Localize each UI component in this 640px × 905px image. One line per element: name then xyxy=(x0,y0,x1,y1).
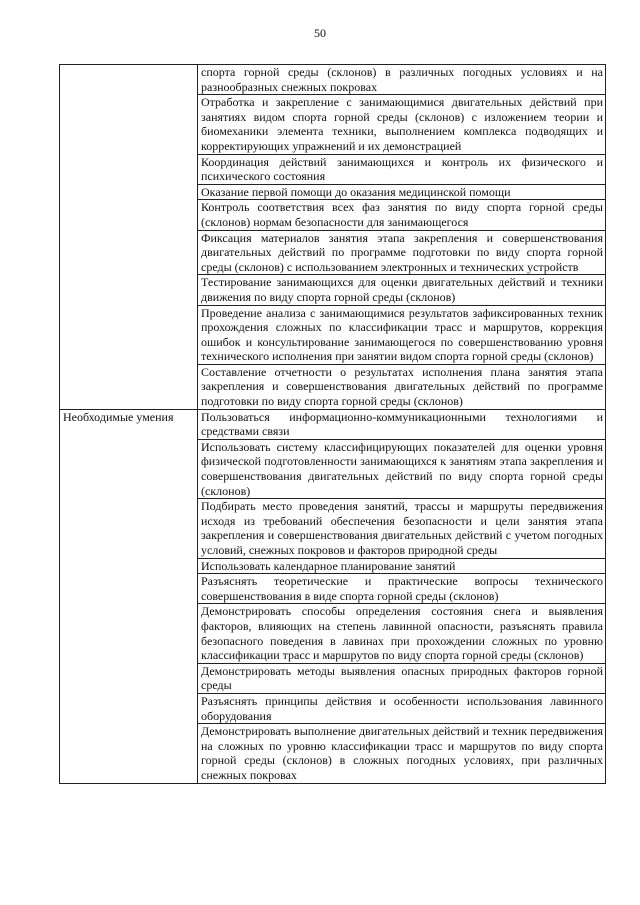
page-number: 50 xyxy=(314,26,326,40)
description-cell: Отработка и закрепление с занимающимися двигательных действий при занятиях видом спорта горной среды (склонов) с изложением теории и биомеханики элемента техники, выполнением комплекса подводящих и корректирующих упражнений и их демонстрацией xyxy=(198,95,606,154)
description-cell: Демонстрировать методы выявления опасных природных факторов горной среды xyxy=(198,663,606,693)
description-cell: Фиксация материалов занятия этапа закрепления и совершенствования двигательных действий по программе подготовки по виду спорта горной среды (склонов) с использованием электронных и технических устройств xyxy=(198,230,606,275)
description-cell: Подбирать место проведения занятий, трассы и маршруты передвижения исходя из требований обеспечения безопасности и цели занятия этапа закрепления и совершенствования двигательных действий с учетом погодных условий, снежных покровов и факторов природной среды xyxy=(198,499,606,558)
description-cell: Контроль соответствия всех фаз занятия по виду спорта горной среды (склонов) нормам безопасности для занимающегося xyxy=(198,200,606,230)
description-cell: Использовать систему классифицирующих показателей для оценки уровня физической подготовленности занимающихся к занятиям этапа закрепления и совершенствования двигательных действий по виду спорта горной среды (склонов) xyxy=(198,439,606,498)
description-cell: Использовать календарное планирование занятий xyxy=(198,558,606,574)
row-label-cell xyxy=(60,65,198,410)
requirements-table xyxy=(59,64,606,784)
table-row xyxy=(60,409,606,439)
description-cell: Проведение анализа с занимающимися результатов зафиксированных техник прохождения сложных по классификации трасс и маршрутов, коррекция ошибок и консультирование занимающегося по совершенствованию уровня технического исполнения при занятии видом спорта горной среды (склонов) xyxy=(198,305,606,364)
row-label-necessary-skills: Необходимые умения xyxy=(60,409,198,783)
description-cell: Демонстрировать способы определения состояния снега и выявления факторов, влияющих на степень лавинной опасности, разъяснять правила безопасного поведения в лавинах при прохождении сложных по уровню классификации трасс и маршрутов по виду спорта горной среды (склонов) xyxy=(198,604,606,663)
description-cell: Тестирование занимающихся для оценки двигательных действий и техники движения по виду спорта горной среды (склонов) xyxy=(198,275,606,305)
description-cell: Разъяснять принципы действия и особенности использования лавинного оборудования xyxy=(198,693,606,723)
table-row xyxy=(60,65,606,95)
description-cell: Демонстрировать выполнение двигательных действий и техник передвижения на сложных по уровню классификации трасс и маршрутов по виду спорта горной среды (склонов) в сложных погодных условиях, при различных снежных покровах xyxy=(198,724,606,783)
description-cell: Составление отчетности о результатах исполнения плана занятия этапа закрепления и совершенствования двигательных действий по программе подготовки по виду спорта горной среды (склонов) xyxy=(198,364,606,409)
description-cell: спорта горной среды (склонов) в различных погодных условиях и на разнообразных снежных покровах xyxy=(198,65,606,95)
description-cell: Координация действий занимающихся и контроль их физического и психического состояния xyxy=(198,154,606,184)
description-cell: Разъяснять теоретические и практические вопросы технического совершенствования в виде спорта горной среды (склонов) xyxy=(198,574,606,604)
description-cell: Пользоваться информационно-коммуникационными технологиями и средствами связи xyxy=(198,409,606,439)
description-cell: Оказание первой помощи до оказания медицинской помощи xyxy=(198,184,606,200)
